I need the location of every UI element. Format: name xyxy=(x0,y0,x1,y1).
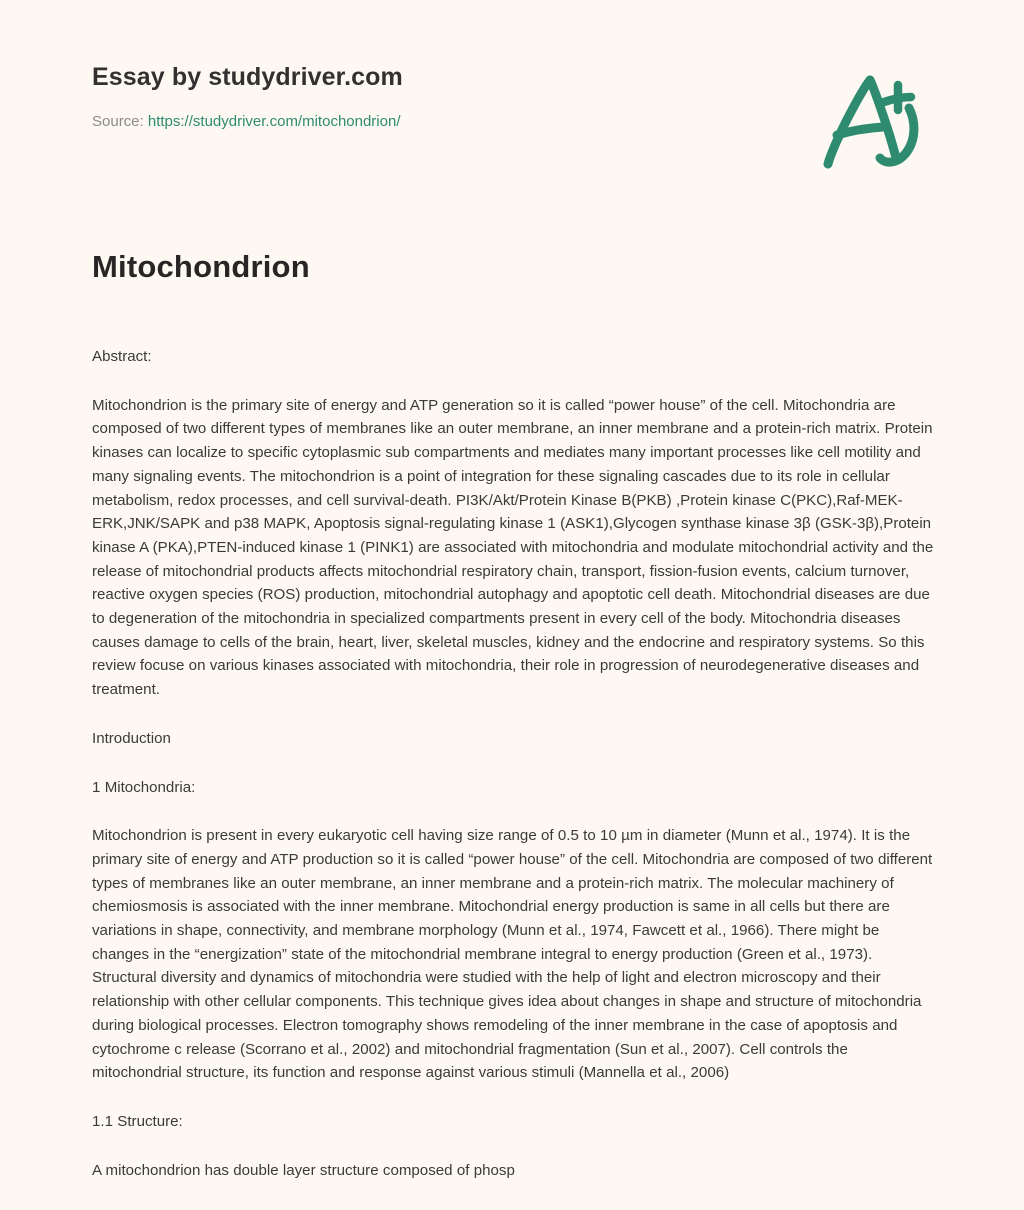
byline: Essay by studydriver.com xyxy=(92,63,403,91)
source-line xyxy=(92,113,403,131)
page-title: Mitochondrion xyxy=(92,249,310,284)
section-1-1-paragraph: A mitochondrion has double layer structure composed of phosp xyxy=(92,1161,515,1179)
header-text-group xyxy=(92,62,403,131)
a-plus-logo-icon xyxy=(810,64,930,174)
section-1-paragraph: Mitochondrion is present in every eukaryotic cell having size range of 0.5 to 10 µm in diameter (Munn et al., 1974). It is the primary site of energy and ATP production so it is called “power house” of the cell. Mitochondria are composed of two different types of membranes like an outer membrane, an inner membrane and a protein-rich matrix. The molecular machinery of chemiosmosis is associated with the inner membrane. Mitochondrial energy production is same in all cells but there are variations in shape, connectivity, and membrane morphology (Munn et al., 1974, Fawcett et al., 1966). There might be changes in the “energization” state of the mitochondrial membrane integral to energy production (Green et al., 1973). Structural diversity and dynamics of mitochondria were studied with the help of light and electron microscopy and their relationship with other cellular components. This technique gives idea about changes in shape and structure of mitochondria during biological processes. Electron tomography shows remodeling of the inner membrane in the case of apoptosis and cytochrome c release (Scorrano et al., 2002) and mitochondrial fragmentation (Sun et al., 2007). Cell controls the mitochondrial structure, its function and response against various stimuli (Mannella et al., 2006) xyxy=(92,827,933,1082)
source-label: Source: xyxy=(92,113,144,130)
section-1-1-heading: 1.1 Structure: xyxy=(92,1112,183,1130)
source-url-link[interactable]: https://studydriver.com/mitochondrion/ xyxy=(147,113,401,130)
abstract-paragraph: Mitochondrion is the primary site of energy and ATP generation so it is called “power house” of the cell. Mitochondria are composed of two different types of membranes like an outer membrane, an inner membrane and a protein-rich matrix. Protein kinases can localize to specific cytoplasmic sub compartments and mediates many important processes like cell motility and many signaling events. The mitochondrion is a point of integration for these signaling cascades due to its role in cellular metabolism, redox processes, and cell survival-death. PI3K/Akt/Protein Kinase B(PKB) ,Protein kinase C(PKC),Raf-MEK-ERK,JNK/SAPK and p38 MAPK, Apoptosis signal-regulating kinase 1 (ASK1),Glycogen synthase kinase 3β (GSK-3β),Protein kinase A (PKA),PTEN-induced kinase 1 (PINK1) are associated with mitochondria and modulate mitochondrial activity and the release of mitochondrial products affects mitochondrial respiratory chain, transport, fission-fusion events, calcium turnover, reactive oxygen species (ROS) production, mitochondrial autophagy and apoptotic cell death. Mitochondrial diseases are due to degeneration of the mitochondria in specialized compartments present in every cell of the body. Mitochondria diseases causes damage to cells of the brain, heart, liver, skeletal muscles, kidney and the endocrine and respiratory systems. So this review focuse on various kinases associated with mitochondria, their role in progression of neurodegenerative diseases and treatment. xyxy=(92,396,934,699)
page-header xyxy=(0,0,1024,200)
abstract-heading: Abstract: xyxy=(92,348,152,365)
introduction-heading: Introduction xyxy=(92,729,171,747)
document-body xyxy=(92,345,934,1182)
section-1-heading: 1 Mitochondria: xyxy=(92,778,196,796)
